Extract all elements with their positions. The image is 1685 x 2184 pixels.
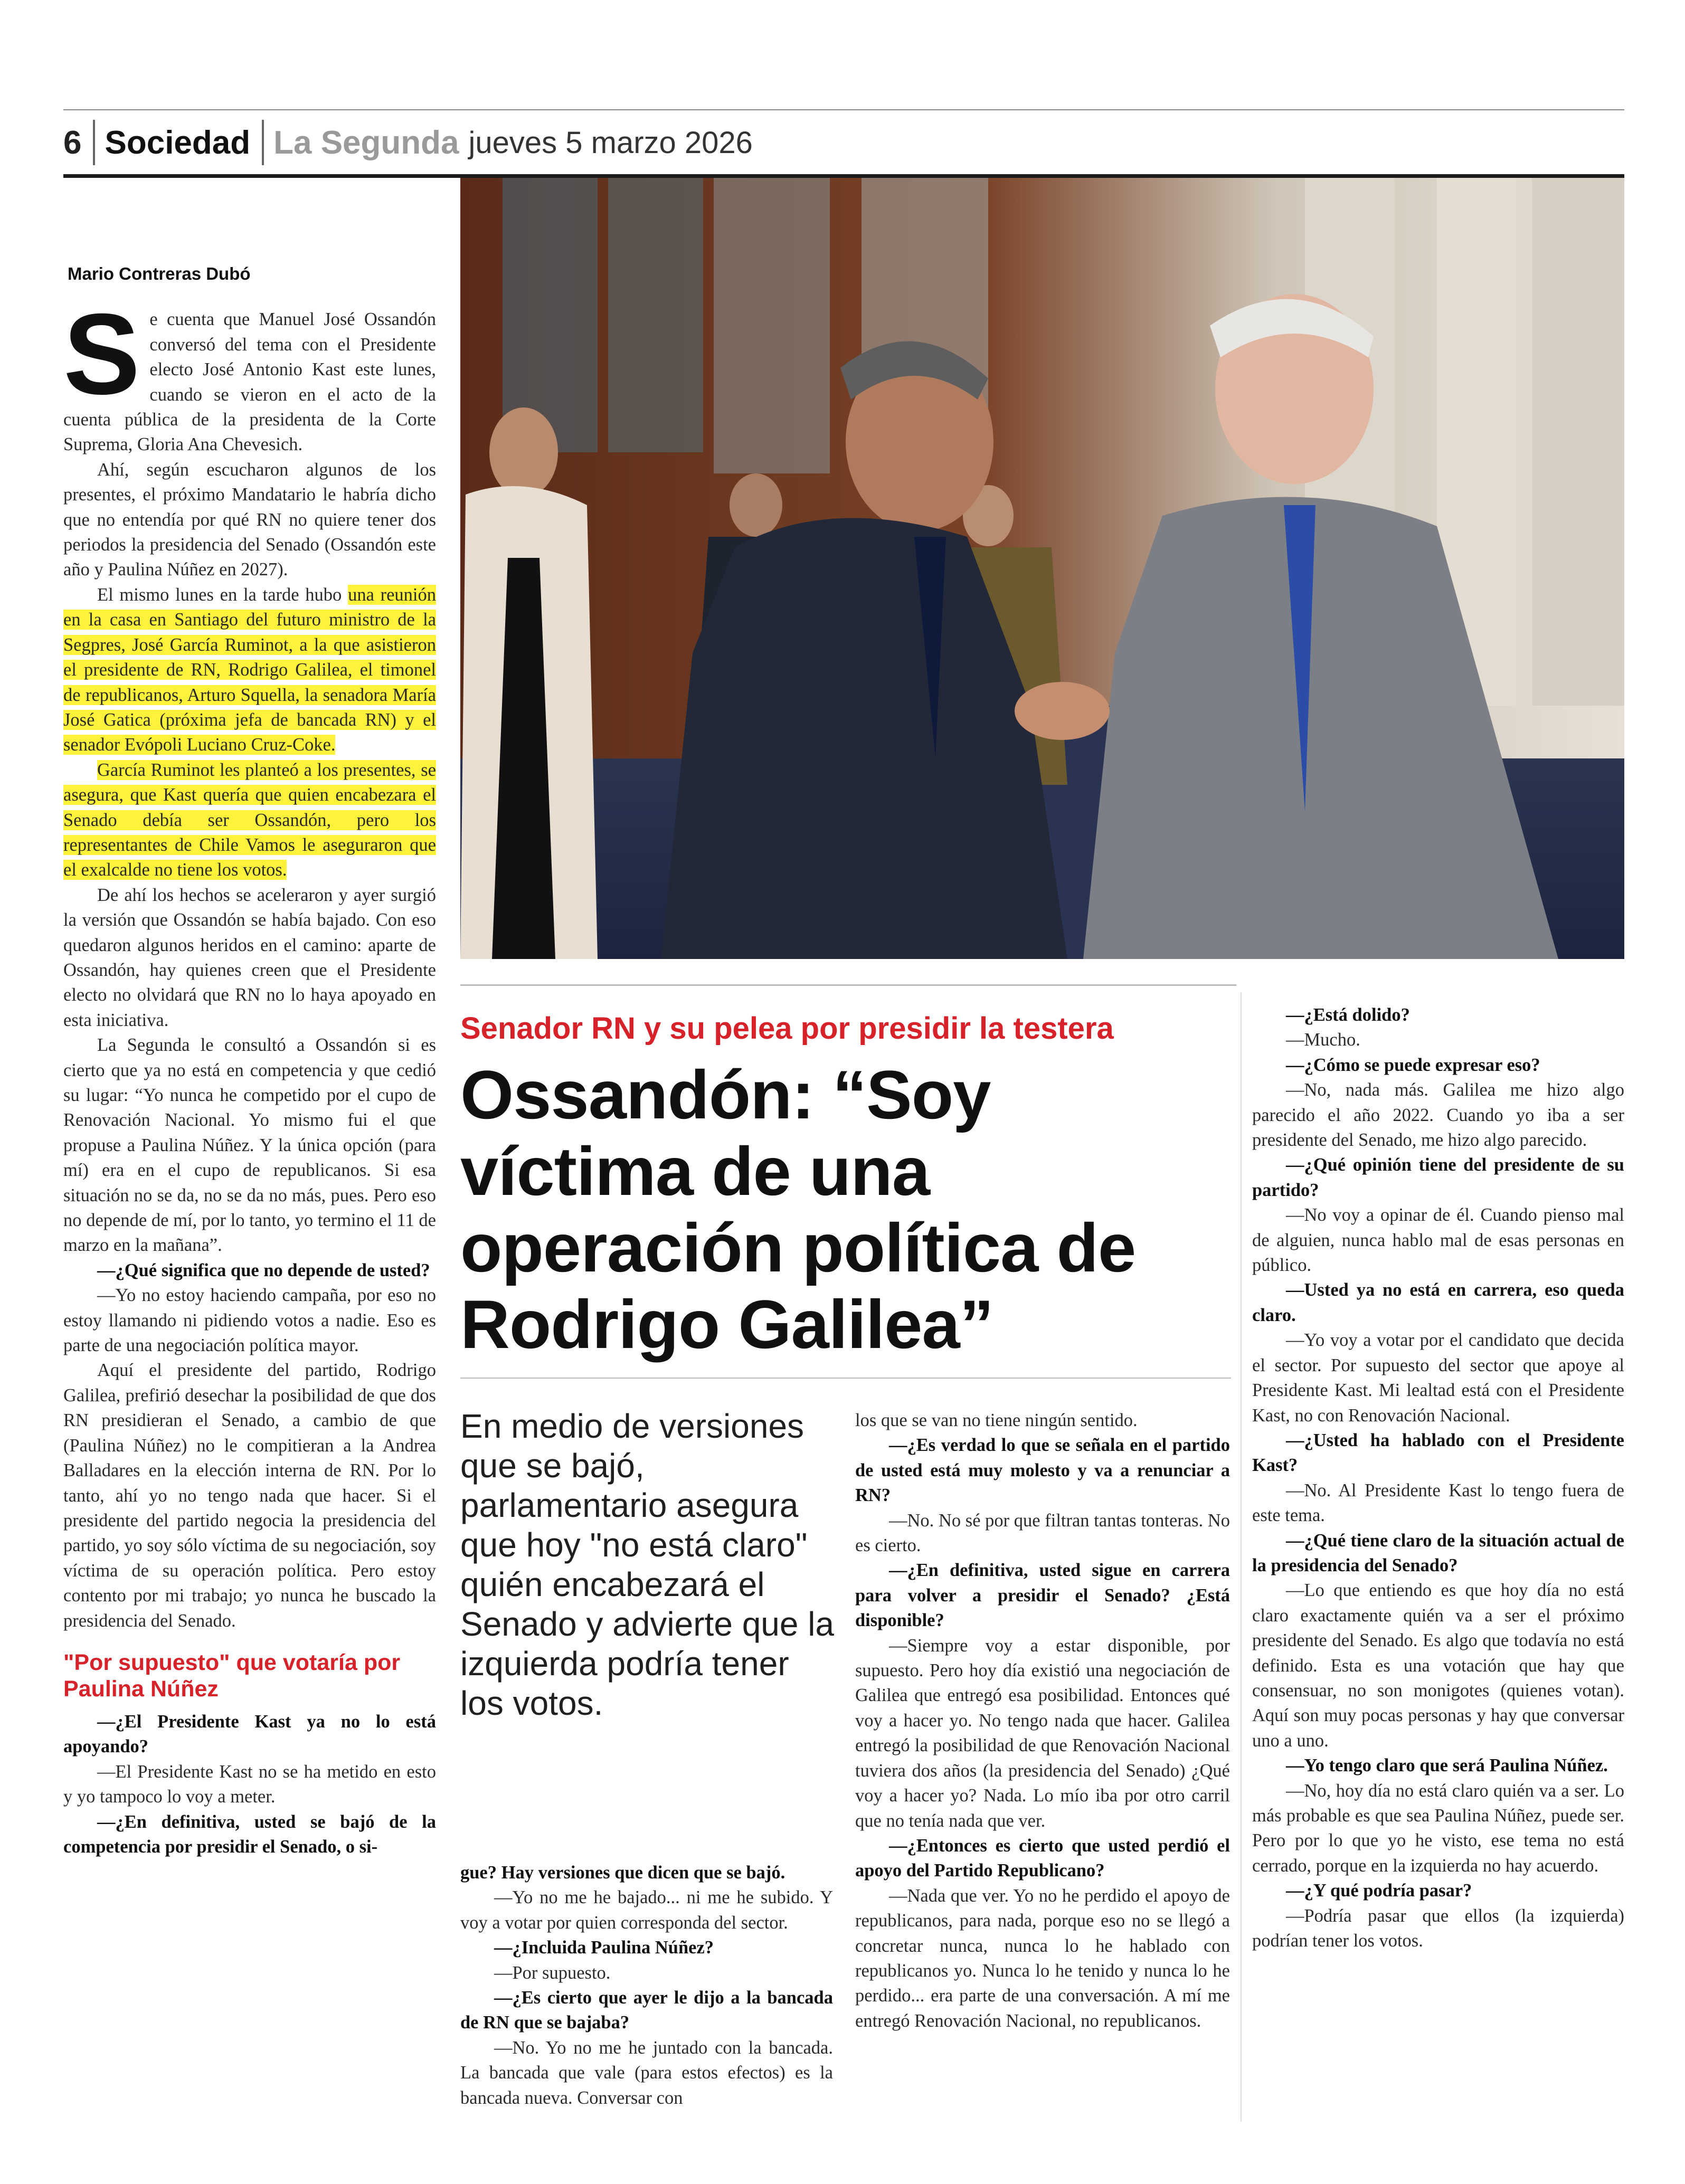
interview-answer: —No voy a opinar de él. Cuando pienso mal de alguien, nunca hablo mal de esas personas en público. [1252, 1205, 1624, 1276]
interview-answer: —Mucho. [1286, 1030, 1360, 1050]
masthead-divider [93, 120, 95, 165]
section-rule [460, 984, 1236, 986]
article-column-4 [1252, 1003, 1624, 1953]
handshake-photo-illustration [460, 178, 1624, 959]
interview-question: —¿Qué opinión tiene del presidente de su partido? [1252, 1155, 1624, 1200]
header-top-rule [63, 109, 1624, 110]
interview-answer: —Nada que ver. Yo no he perdido el apoyo de republicanos, para nada, porque eso no se llegó a concretar nunca, nunca lo he hablado con republicanos yo. Nunca lo he tenido y nunca lo he perdido... era parte de una conversación. A mí me entregó Renovación Nacional, no republicanos. [855, 1885, 1230, 2031]
intro-paragraph [63, 290, 436, 457]
article-column-3 [855, 1408, 1230, 2034]
photo-handshake [460, 178, 1624, 959]
interview-answer: —No. Al Presidente Kast lo tengo fuera de este tema. [1252, 1480, 1624, 1526]
masthead [63, 116, 753, 169]
interview-answer: —No. Yo no me he juntado con la bancada. La bancada que vale (para estos efectos) es la bancada nueva. Conversar con [460, 2037, 833, 2108]
interview-question: —Yo tengo claro que será Paulina Núñez. [1286, 1755, 1608, 1776]
interview-answer: —Yo voy a votar por el candidato que decida el sector. Por supuesto del sector que apoye al Presidente Kast. Mi lealtad está con el Presidente Kast, no con Renovación Nacional. [1252, 1330, 1624, 1426]
highlighted-text: García Ruminot les planteó a los presentes, se asegura, que Kast quería que quien encabezara el Senado debía ser Ossandón, pero los representantes de Chile Vamos le aseguraron que el exalcalde no tiene los votos. [63, 759, 436, 880]
article-column-2 [460, 1860, 833, 2111]
paragraph-text: El mismo lunes en la tarde hubo [97, 584, 348, 605]
section-name: Sociedad [105, 124, 251, 161]
masthead-divider-2 [262, 120, 264, 165]
paragraph: Ahí, según escucharon algunos de los presentes, el próximo Mandatario le habría dicho que no entendía por qué RN no quiere tener dos periodos la presidencia del Senado (Ossandón este año y Paulina Núñez en 2027). [63, 459, 436, 580]
publication-name: La Segunda [273, 124, 459, 161]
interview-answer: —No, nada más. Galilea me hizo algo parecido el año 2022. Cuando yo iba a ser presidente del Senado, me hizo algo parecido. [1252, 1080, 1624, 1151]
interview-answer: —Siempre voy a estar disponible, por supuesto. Pero hoy día existió una negociación de Galilea que entregó esa posibilidad. Entonces qué voy a hacer yo. No tengo nada que hacer. Galilea entregó la posibilidad de que Renovación Nacional tuviera dos años (la presidencia del Senado) ¿Qué voy a hacer yo? Nada. Lo mío iba por otro carril que no tenía nada que ver. [855, 1635, 1230, 1831]
interview-answer: —Yo no estoy haciendo campaña, por eso no estoy llamando ni pidiendo votos a nadie. Eso es parte de una negociación política mayor. [63, 1285, 436, 1356]
headline-rule [460, 1378, 1231, 1379]
paragraph: La Segunda le consultó a Ossandón si es cierto que ya no está en competencia y que cedió su lugar: “Yo nunca he competido por el cupo de Renovación Nacional. Yo mismo fui el que propuse a Paulina Núñez. Y la única opción (para mí) era en el cupo de republicanos. Si esa situación no se da, no se da no más, pues. Pero eso no depende de mí, por lo tanto, yo termino el 11 de marzo en la mañana”. [63, 1035, 436, 1256]
interview-question: —¿Y qué podría pasar? [1286, 1881, 1472, 1901]
interview-question: —¿Cómo se puede expresar eso? [1286, 1055, 1540, 1075]
subheading: "Por supuesto" que votaría por Paulina Núñez [63, 1649, 401, 1702]
drop-cap: S [63, 290, 140, 419]
article-column-1 [63, 261, 436, 1859]
interview-answer: —Yo no me he bajado... ni me he subido. Y voy a votar por quien corresponda del sector. [460, 1887, 833, 1933]
paragraph-highlighted [63, 583, 436, 758]
header-bottom-rule [63, 174, 1624, 178]
interview-answer: —Por supuesto. [494, 1962, 611, 1983]
highlighted-text: una reunión en la casa en Santiago del futuro ministro de la Segpres, José García Ruminot, a la que asistieron el presidente de RN, Rodrigo Galilea, el timonel de republicanos, Arturo Squella, la senadora María José Gatica (próxima jefa de bancada RN) y el senador Evópoli Luciano Cruz-Coke. [63, 584, 437, 755]
paragraph-highlighted [63, 758, 436, 883]
headline: Ossandón: “Soy víctima de una operación política de Rodrigo Galilea” [460, 1056, 1136, 1363]
interview-answer: —No, hoy día no está claro quién va a ser. Lo más probable es que sea Paulina Núñez, puede ser. Pero por lo que yo he visto, ese tema no está cerrado, porque en la izquierda no hay acuerdo. [1252, 1780, 1624, 1876]
page-number: 6 [63, 124, 82, 161]
interview-question: —¿El Presidente Kast ya no lo está apoyando? [63, 1711, 436, 1757]
byline: Mario Contreras Dubó [68, 264, 251, 283]
paragraph: los que se van no tiene ningún sentido. [855, 1410, 1138, 1430]
interview-question: gue? Hay versiones que dicen que se bajó. [460, 1863, 785, 1883]
interview-answer: —Podría pasar que ellos (la izquierda) podrían tener los votos. [1252, 1905, 1624, 1951]
deck-subtitle: En medio de versiones que se bajó, parlamentario asegura que hoy "no está claro" quién encabezará el Senado y advierte que la izquierda podría tener los votos. [460, 1407, 835, 1722]
issue-date: jueves 5 marzo 2026 [468, 125, 753, 160]
interview-question: —¿En definitiva, usted sigue en carrera para volver a presidir el Senado? ¿Está disponible? [855, 1560, 1230, 1631]
interview-question: —¿Qué significa que no depende de usted? [97, 1260, 430, 1280]
interview-answer: —No. No sé por que filtran tantas tonteras. No es cierto. [855, 1510, 1230, 1556]
interview-answer: —Lo que entiendo es que hoy día no está claro exactamente quién va a ser el próximo presidente del Senado. Es algo que todavía no está definido. Esta es una votación que hay que consensuar, no son monigotes (quienes votan). Aquí son muy pocas personas y hay que conversar uno a uno. [1252, 1580, 1624, 1751]
interview-question: —¿Usted ha hablado con el Presidente Kast? [1252, 1430, 1624, 1476]
interview-question: —¿Es verdad lo que se señala en el partido de usted está muy molesto y va a renunciar a RN? [855, 1435, 1230, 1506]
paragraph: Aquí el presidente del partido, Rodrigo Galilea, prefirió desechar la posibilidad de que dos RN presidieran el Senado, a cambio de que (Paulina Núñez) no le compitieran a la Andrea Balladares en la elección interna de RN. Por lo tanto, ahí yo no tengo nada que hacer. Si el presidente del partido negocia la presidencia del partido, yo soy sólo víctima de su negociación, soy víctima de su operación política. Pero estoy contento por mi trabajo; yo nunca he buscado la presidencia del Senado. [63, 1360, 436, 1631]
interview-question: —¿Qué tiene claro de la situación actual de la presidencia del Senado? [1252, 1530, 1624, 1575]
paragraph: De ahí los hechos se aceleraron y ayer surgió la versión que Ossandón se había bajado. Con eso quedaron algunos heridos en el camino: aparte de Ossandón, hay quienes creen que el Presidente electo no olvidará que RN no lo haya apoyado en esta iniciativa. [63, 885, 436, 1030]
interview-question: —¿Incluida Paulina Núñez? [494, 1938, 714, 1958]
interview-question: —¿En definitiva, usted se bajó de la competencia por presidir el Senado, o si- [63, 1811, 436, 1857]
interview-question: —Usted ya no está en carrera, eso queda claro. [1252, 1280, 1624, 1325]
column-divider [1241, 992, 1242, 2122]
interview-question: —¿Entonces es cierto que usted perdió el apoyo del Partido Republicano? [855, 1835, 1230, 1881]
interview-answer: —El Presidente Kast no se ha metido en esto y yo tampoco lo voy a meter. [63, 1761, 436, 1807]
intro-text: e cuenta que Manuel José Ossandón conversó del tema con el Presidente electo José Antonio Kast este lunes, cuando se vieron en el acto de la cuenta pública de la presidenta de la Corte Suprema, Gloria Ana Chevesich. [63, 309, 436, 455]
interview-question: —¿Está dolido? [1286, 1005, 1410, 1025]
kicker: Senador RN y su pelea por presidir la testera [460, 1011, 1114, 1046]
interview-question: —¿Es cierto que ayer le dijo a la bancada de RN que se bajaba? [460, 1988, 833, 2033]
